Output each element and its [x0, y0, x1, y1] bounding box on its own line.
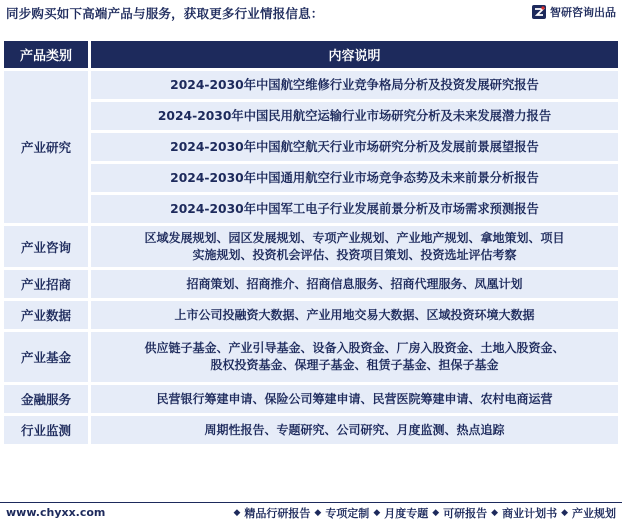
monitor-content: 周期性报告、专题研究、公司研究、月度监测、热点追踪 [91, 416, 618, 444]
consulting-content [91, 226, 618, 267]
category-monitor: 行业监测 [4, 416, 88, 444]
category-finance: 金融服务 [4, 385, 88, 413]
consulting-line2: 实施规划、投资机会评估、投资项目策划、投资选址评估考察 [192, 247, 517, 262]
report-link[interactable]: 2024-2030年中国通用航空行业市场竞争态势及未来前景分析报告 [91, 164, 618, 192]
footer-link[interactable] [557, 505, 616, 521]
footer-link[interactable] [310, 505, 369, 521]
investment-content: 招商策划、招商推介、招商信息服务、招商代理服务、凤凰计划 [91, 270, 618, 298]
bullet-icon: ◆ [233, 507, 241, 518]
consulting-line1: 区域发展规划、园区发展规划、专项产业规划、产业地产规划、拿地策划、项目 [144, 230, 565, 245]
report-link[interactable]: 2024-2030年中国航空航天行业市场研究分析及发展前景展望报告 [91, 133, 618, 161]
bullet-icon: ◆ [314, 507, 322, 518]
report-list [91, 71, 618, 223]
row-research [4, 71, 618, 223]
header-bar [0, 0, 622, 26]
footer-link[interactable] [369, 505, 428, 521]
bullet-icon: ◆ [561, 507, 568, 518]
footer-link-label: 月度专题 [384, 506, 429, 520]
header-category: 产品类别 [4, 41, 88, 68]
footer-link-label: 产业规划 [572, 506, 616, 520]
zhiyan-logo-icon [532, 5, 546, 19]
fund-line1: 供应链子基金、产业引导基金、设备入股资金、厂房入股资金、土地入股资金、 [144, 341, 565, 355]
category-research: 产业研究 [4, 71, 88, 223]
bullet-icon: ◆ [491, 507, 499, 518]
fund-line2: 股权投资基金、保理子基金、租赁子基金、担保子基金 [210, 358, 499, 372]
footer-link-label: 专项定制 [325, 506, 370, 520]
row-monitor [4, 416, 618, 444]
row-fund [4, 332, 618, 382]
fund-content [91, 332, 618, 382]
report-link[interactable]: 2024-2030年中国军工电子行业发展前景分析及市场需求预测报告 [91, 195, 618, 223]
data-content: 上市公司投融资大数据、产业用地交易大数据、区域投资环境大数据 [91, 301, 618, 329]
footer-link[interactable] [428, 505, 487, 521]
footer-bar [0, 502, 622, 522]
bullet-icon: ◆ [373, 507, 381, 518]
row-consulting [4, 226, 618, 267]
product-table [4, 41, 618, 447]
report-link[interactable]: 2024-2030年中国航空维修行业竞争格局分析及投资发展研究报告 [91, 71, 618, 99]
site-url-link[interactable]: www.chyxx.com [6, 506, 106, 519]
footer-link[interactable] [229, 505, 310, 521]
row-investment [4, 270, 618, 298]
report-link[interactable]: 2024-2030年中国民用航空运输行业市场研究分析及未来发展潜力报告 [91, 102, 618, 130]
brand-name: 智研咨询出品 [550, 6, 616, 19]
bullet-icon: ◆ [432, 507, 440, 518]
row-finance [4, 385, 618, 413]
category-investment: 产业招商 [4, 270, 88, 298]
footer-link-label: 商业计划书 [502, 506, 558, 520]
category-fund: 产业基金 [4, 332, 88, 382]
intro-text: 同步购买如下高端产品与服务，获取更多行业情报信息： [6, 6, 324, 21]
header-content: 内容说明 [91, 41, 618, 68]
footer-link[interactable] [487, 505, 557, 521]
category-data: 产业数据 [4, 301, 88, 329]
footer-link-label: 精品行研报告 [244, 506, 311, 520]
brand [532, 4, 616, 20]
footer-links [229, 505, 616, 521]
finance-content: 民营银行筹建申请、保险公司筹建申请、民营医院筹建申请、农村电商运营 [91, 385, 618, 413]
footer-link-label: 可研报告 [443, 506, 488, 520]
category-consulting: 产业咨询 [4, 226, 88, 267]
row-data [4, 301, 618, 329]
table-header [4, 41, 618, 68]
